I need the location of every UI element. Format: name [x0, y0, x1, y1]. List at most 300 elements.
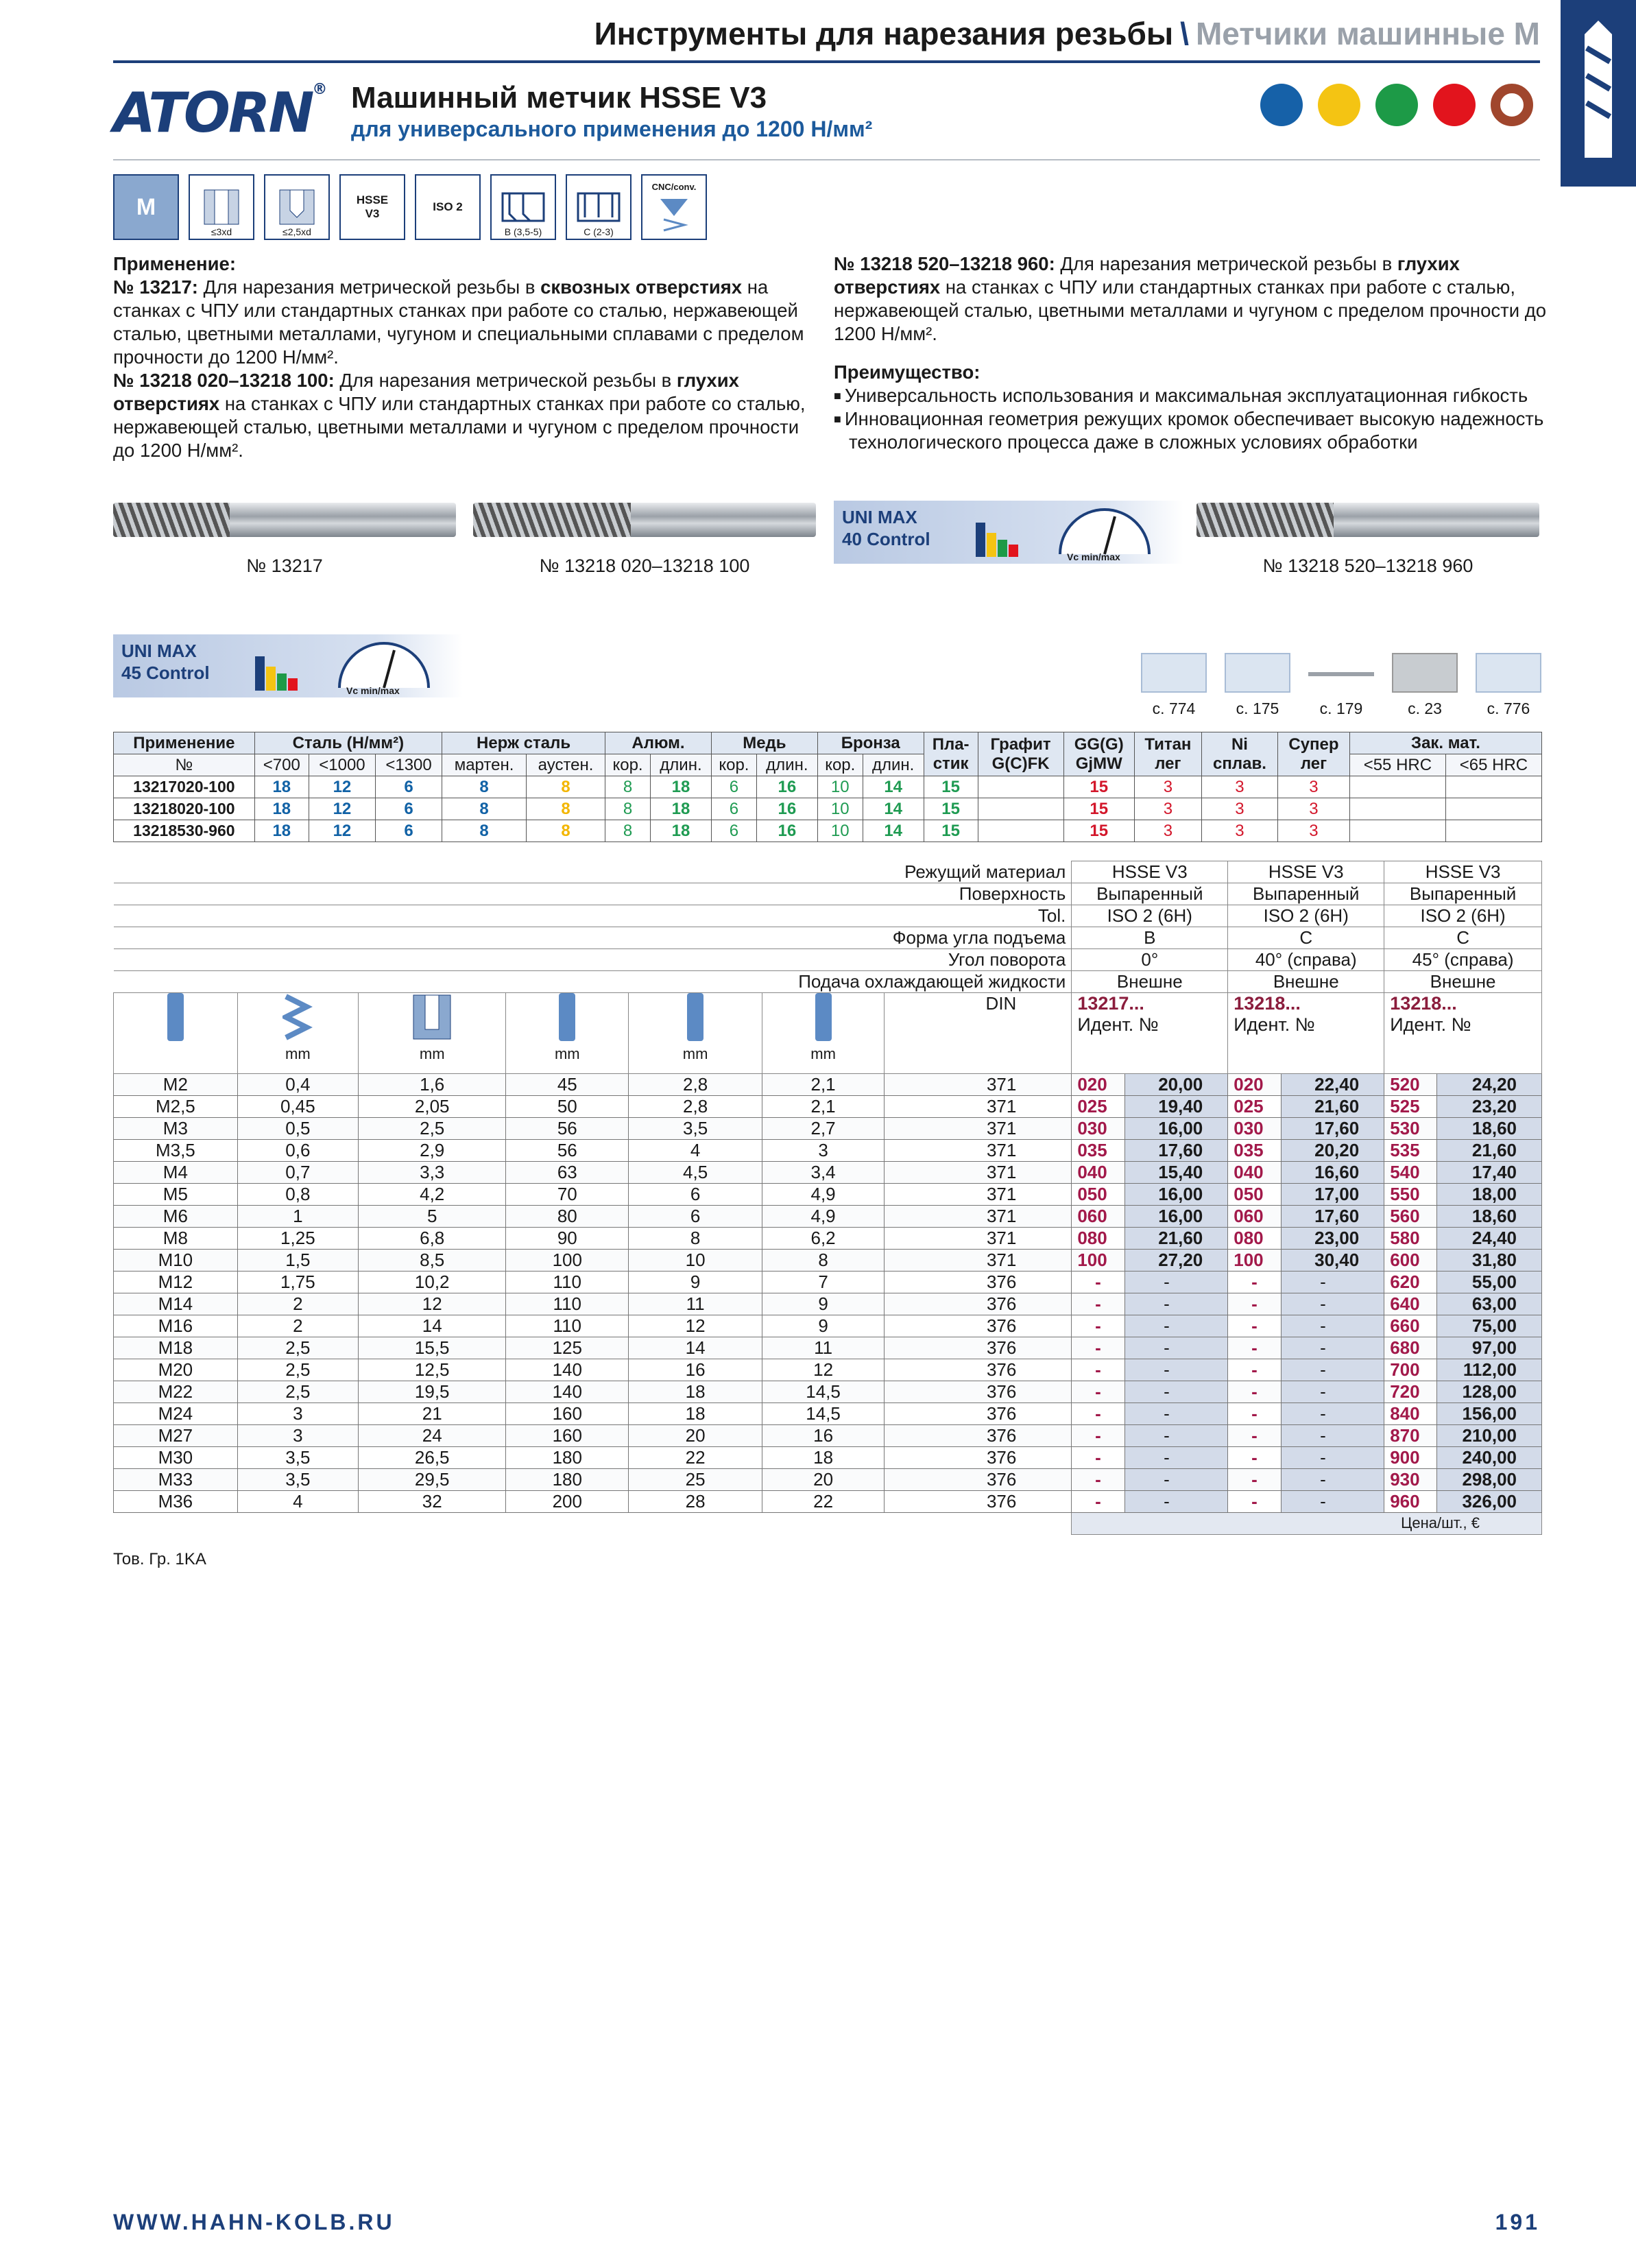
spec-cell: 371	[885, 1096, 1072, 1118]
app-subheader: длин.	[650, 754, 711, 776]
spec-cell: 371	[885, 1118, 1072, 1140]
spec-cell: 112,00	[1437, 1359, 1542, 1381]
spec-row	[114, 1162, 1542, 1184]
app-cell: 18	[254, 820, 309, 842]
app-cell: 3	[1278, 798, 1350, 820]
spec-cell: 10	[629, 1250, 762, 1272]
spec-cell: 29,5	[359, 1469, 506, 1491]
app-subheader: <55 HRC	[1349, 754, 1445, 776]
price-note: Цена/шт., €	[1072, 1513, 1542, 1535]
spec-row	[114, 1315, 1542, 1337]
thread-size-icon	[114, 993, 238, 1074]
section-separator: \	[1180, 16, 1189, 51]
spec-cell: M5	[114, 1184, 238, 1206]
spec-cell: 025	[1072, 1096, 1124, 1118]
section-name: Инструменты для нарезания резьбы	[594, 16, 1174, 51]
spec-row	[114, 1425, 1542, 1447]
spec-cell: 660	[1384, 1315, 1437, 1337]
spec-cell: 550	[1384, 1184, 1437, 1206]
spec-cell: 2,05	[359, 1096, 506, 1118]
app-col-header: Бронза	[817, 732, 924, 754]
app-cell: 3	[1134, 776, 1201, 798]
spec-cell: 1,6	[359, 1074, 506, 1096]
app-col-header: Алюм.	[605, 732, 712, 754]
spec-cell: 525	[1384, 1096, 1437, 1118]
spec-cell: 520	[1384, 1074, 1437, 1096]
app-cell: 12	[309, 776, 375, 798]
spec-cell: -	[1072, 1403, 1124, 1425]
spec-cell: 22	[762, 1491, 885, 1513]
spec-cell: 0,5	[237, 1118, 358, 1140]
spec-cell: -	[1228, 1272, 1281, 1293]
spec-row	[114, 1206, 1542, 1228]
spec-cell: 15,40	[1124, 1162, 1228, 1184]
spec-cell: 75,00	[1437, 1315, 1542, 1337]
spec-cell: 376	[885, 1425, 1072, 1447]
spec-cell: 0,6	[237, 1140, 358, 1162]
spec-cell: -	[1228, 1403, 1281, 1425]
subsection-name: Метчики машинные M	[1195, 16, 1540, 51]
spec-cell: 2,7	[762, 1118, 885, 1140]
page-number: 191	[1495, 2210, 1540, 2234]
spec-cell: 870	[1384, 1425, 1437, 1447]
spec-cell: -	[1072, 1469, 1124, 1491]
spec-cell: 55,00	[1437, 1272, 1542, 1293]
article-header-13218: 13218... Идент. №	[1228, 993, 1384, 1074]
spec-cell: M16	[114, 1315, 238, 1337]
spec-cell: 6	[629, 1206, 762, 1228]
spec-cell: -	[1228, 1447, 1281, 1469]
spec-cell: 080	[1072, 1228, 1124, 1250]
spec-cell: -	[1072, 1491, 1124, 1513]
application-text-right	[834, 252, 1547, 454]
spec-cell: M2,5	[114, 1096, 238, 1118]
app-cell: 8	[442, 798, 527, 820]
spec-cell: -	[1124, 1491, 1228, 1513]
spec-cell: -	[1072, 1425, 1124, 1447]
spec-cell: 180	[506, 1447, 629, 1469]
spec-cell: 2,8	[629, 1074, 762, 1096]
app-cell: 8	[442, 776, 527, 798]
app-subheader: <65 HRC	[1445, 754, 1541, 776]
spec-cell: 100	[506, 1250, 629, 1272]
material-dot	[1433, 84, 1476, 126]
spec-cell: 15,5	[359, 1337, 506, 1359]
spec-cell: 6,2	[762, 1228, 885, 1250]
app-cell: 8	[527, 798, 605, 820]
app-row	[114, 776, 1542, 798]
spec-row	[114, 1491, 1542, 1513]
spec-cell: 23,00	[1281, 1228, 1384, 1250]
app-cell: 18	[254, 776, 309, 798]
app-subheader: №	[114, 754, 255, 776]
spec-cell: 2	[237, 1315, 358, 1337]
pitch-icon: mm	[237, 993, 358, 1074]
ref-chuck-icon[interactable]: с. 23	[1389, 653, 1460, 718]
ref-list-icon[interactable]: с. 774	[1138, 653, 1210, 718]
spec-cell: 24,20	[1437, 1074, 1542, 1096]
advantages-heading: Преимущество:	[834, 361, 981, 383]
spec-cell: -	[1281, 1403, 1384, 1425]
spec-cell: 9	[629, 1272, 762, 1293]
spec-row	[114, 1140, 1542, 1162]
product-spec-table	[113, 861, 1542, 1535]
spec-cell: 371	[885, 1074, 1072, 1096]
ref-drill-icon[interactable]: с. 179	[1306, 653, 1377, 718]
spec-cell: 0,45	[237, 1096, 358, 1118]
thread-type-icon: M	[113, 174, 179, 240]
spec-cell: 25	[629, 1469, 762, 1491]
spec-cell: M30	[114, 1447, 238, 1469]
spec-cell: 371	[885, 1140, 1072, 1162]
spec-cell: -	[1281, 1293, 1384, 1315]
spec-cell: 17,40	[1437, 1162, 1542, 1184]
spec-cell: 7	[762, 1272, 885, 1293]
app-cell: 15	[1063, 820, 1134, 842]
spec-row	[114, 1272, 1542, 1293]
spec-cell: 32	[359, 1491, 506, 1513]
spec-cell: 16	[762, 1425, 885, 1447]
app-col-header: Пла- стик	[924, 732, 978, 776]
spec-cell: 4	[629, 1140, 762, 1162]
product-group: Тов. Гр. 1KA	[113, 1550, 206, 1568]
spec-cell: -	[1228, 1359, 1281, 1381]
app-cell: 18	[650, 820, 711, 842]
spec-cell: 1,75	[237, 1272, 358, 1293]
spec-cell: 14	[359, 1315, 506, 1337]
spec-cell: 2,8	[629, 1096, 762, 1118]
spec-cell: 20	[762, 1469, 885, 1491]
spec-cell: 8	[629, 1228, 762, 1250]
material-dot	[1375, 84, 1418, 126]
form-b-icon: B (3,5-5)	[490, 174, 556, 240]
app-cell: 6	[711, 820, 756, 842]
spec-cell: 840	[1384, 1403, 1437, 1425]
photo-caption-13217: № 13217	[246, 556, 323, 576]
spec-cell: 24	[359, 1425, 506, 1447]
spec-cell: 2,1	[762, 1074, 885, 1096]
spec-cell: 640	[1384, 1293, 1437, 1315]
spec-cell: 3,5	[237, 1447, 358, 1469]
spec-cell: 14	[629, 1337, 762, 1359]
spec-param-value: C	[1228, 927, 1384, 949]
spec-cell: 18,00	[1437, 1184, 1542, 1206]
spec-cell: 17,60	[1281, 1206, 1384, 1228]
header-rule	[113, 60, 1540, 63]
spec-cell: 97,00	[1437, 1337, 1542, 1359]
app-cell: 6	[375, 798, 442, 820]
app-cell: 14	[863, 820, 924, 842]
spec-cell: 180	[506, 1469, 629, 1491]
spec-cell: 3	[237, 1403, 358, 1425]
spec-cell: 3,3	[359, 1162, 506, 1184]
spec-cell: M6	[114, 1206, 238, 1228]
spec-cell: 9	[762, 1293, 885, 1315]
chapter-tab	[1561, 0, 1636, 187]
app-subheader: кор.	[711, 754, 756, 776]
spec-row	[114, 1469, 1542, 1491]
spec-cell: 19,40	[1124, 1096, 1228, 1118]
product-title: Машинный метчик HSSE V3	[351, 81, 767, 115]
spec-cell: 580	[1384, 1228, 1437, 1250]
app-cell	[1349, 776, 1445, 798]
spec-param-value: HSSE V3	[1072, 861, 1228, 883]
spec-cell: 45	[506, 1074, 629, 1096]
spec-cell: -	[1228, 1337, 1281, 1359]
cnc-icon: CNC/conv.	[641, 174, 707, 240]
spec-cell: 24,40	[1437, 1228, 1542, 1250]
app-cell: 15	[1063, 798, 1134, 820]
spec-cell: M4	[114, 1162, 238, 1184]
spec-cell: 16,00	[1124, 1206, 1228, 1228]
spec-cell: 371	[885, 1250, 1072, 1272]
spec-cell: 56	[506, 1140, 629, 1162]
spec-cell: 060	[1228, 1206, 1281, 1228]
spec-cell: 140	[506, 1359, 629, 1381]
app-col-header: Сталь (Н/мм²)	[254, 732, 442, 754]
spec-cell: 14,5	[762, 1403, 885, 1425]
din-header: DIN	[885, 993, 1072, 1074]
spec-cell: 26,5	[359, 1447, 506, 1469]
spec-cell: 035	[1228, 1140, 1281, 1162]
spec-row	[114, 1184, 1542, 1206]
spec-cell: -	[1281, 1337, 1384, 1359]
spec-cell: -	[1281, 1359, 1384, 1381]
spec-cell: 0,7	[237, 1162, 358, 1184]
spec-cell: 376	[885, 1293, 1072, 1315]
application-13218: № 13218 020–13218 100: Для нарезания метрической резьбы в глухих отверстиях на станках с ЧПУ или стандартных станках при работе со сталью, нержавеющей сталью, цветными металлами и чугуном с пределом прочности до 1200 Н/мм².	[113, 370, 806, 461]
spec-cell: -	[1124, 1315, 1228, 1337]
spec-cell: -	[1281, 1469, 1384, 1491]
bar-chart-icon	[254, 649, 302, 691]
app-col-header: Нерж сталь	[442, 732, 605, 754]
spec-cell: 0,4	[237, 1074, 358, 1096]
application-heading: Применение:	[113, 253, 236, 274]
spec-cell: -	[1228, 1491, 1281, 1513]
spec-cell: 50	[506, 1096, 629, 1118]
total-length-icon: mm	[506, 993, 629, 1074]
spec-cell: 2,5	[359, 1118, 506, 1140]
spec-cell: -	[1281, 1491, 1384, 1513]
spec-cell: 530	[1384, 1118, 1437, 1140]
spec-cell: M8	[114, 1228, 238, 1250]
app-cell: 8	[605, 820, 651, 842]
spec-cell: 371	[885, 1228, 1072, 1250]
spec-cell: 16,00	[1124, 1118, 1228, 1140]
spec-cell: -	[1228, 1469, 1281, 1491]
spec-param-value: ISO 2 (6H)	[1384, 905, 1542, 927]
spec-cell: M14	[114, 1293, 238, 1315]
spec-cell: 8,5	[359, 1250, 506, 1272]
spec-cell: 80	[506, 1206, 629, 1228]
app-cell	[978, 798, 1063, 820]
spec-param-value: Внешне	[1384, 971, 1542, 993]
spec-cell: M2	[114, 1074, 238, 1096]
spec-cell: 12,5	[359, 1359, 506, 1381]
app-cell: 15	[924, 776, 978, 798]
spec-row	[114, 1118, 1542, 1140]
app-cell: 12	[309, 798, 375, 820]
app-cell: 6	[375, 820, 442, 842]
spec-cell: 4,9	[762, 1184, 885, 1206]
spec-cell: 4,5	[629, 1162, 762, 1184]
app-cell: 10	[817, 820, 863, 842]
app-cell: 8	[605, 776, 651, 798]
app-cell: 10	[817, 776, 863, 798]
spec-cell: 050	[1072, 1184, 1124, 1206]
spec-param-row	[114, 883, 1542, 905]
app-subheader: <700	[254, 754, 309, 776]
property-icons	[113, 174, 707, 240]
spec-cell: 035	[1072, 1140, 1124, 1162]
spec-cell: -	[1124, 1447, 1228, 1469]
spec-cell: 1,5	[237, 1250, 358, 1272]
spec-cell: 040	[1072, 1162, 1124, 1184]
website-link[interactable]: WWW.HAHN-KOLB.RU	[113, 2210, 395, 2234]
app-col-header: Титан лег	[1134, 732, 1201, 776]
spec-param-row	[114, 971, 1542, 993]
material-dot	[1260, 84, 1303, 126]
spec-cell: 28	[629, 1491, 762, 1513]
spec-cell: -	[1124, 1272, 1228, 1293]
spec-cell: 90	[506, 1228, 629, 1250]
spec-param-label: Угол поворота	[114, 949, 1072, 971]
spec-cell: 960	[1384, 1491, 1437, 1513]
spec-cell: 030	[1072, 1118, 1124, 1140]
spec-param-value: Внешне	[1072, 971, 1228, 993]
material-dot	[1491, 84, 1533, 126]
ref-info-icon[interactable]: с. 776	[1473, 653, 1544, 718]
spec-cell: 376	[885, 1337, 1072, 1359]
spec-param-value: Выпаренный	[1072, 883, 1228, 905]
photo-caption-13218-020: № 13218 020–13218 100	[539, 556, 750, 576]
spec-cell: 030	[1228, 1118, 1281, 1140]
spec-cell: 4,9	[762, 1206, 885, 1228]
spec-cell: 2,5	[237, 1359, 358, 1381]
spec-cell: 060	[1072, 1206, 1124, 1228]
product-subtitle: для универсального применения до 1200 Н/мм²	[351, 117, 873, 141]
spec-cell: 540	[1384, 1162, 1437, 1184]
spec-cell: -	[1281, 1272, 1384, 1293]
spec-cell: 128,00	[1437, 1381, 1542, 1403]
spec-cell: 080	[1228, 1228, 1281, 1250]
shank-diameter-icon: mm	[629, 993, 762, 1074]
spec-cell: -	[1072, 1272, 1124, 1293]
ref-holder-icon[interactable]: с. 175	[1222, 653, 1293, 718]
spec-row	[114, 1337, 1542, 1359]
spec-cell: 17,60	[1124, 1140, 1228, 1162]
spec-cell: 3,5	[237, 1469, 358, 1491]
spec-cell: 160	[506, 1403, 629, 1425]
spec-cell: M22	[114, 1381, 238, 1403]
spec-param-value: C	[1384, 927, 1542, 949]
spec-cell: 2	[237, 1293, 358, 1315]
spec-cell: 020	[1228, 1074, 1281, 1096]
spec-cell: -	[1124, 1337, 1228, 1359]
spec-param-row	[114, 861, 1542, 883]
spec-cell: 11	[762, 1337, 885, 1359]
spec-cell: 110	[506, 1293, 629, 1315]
app-row-id: 13217020-100	[114, 776, 255, 798]
core-hole-icon: mm	[359, 993, 506, 1074]
spec-param-label: Режущий материал	[114, 861, 1072, 883]
spec-cell: 535	[1384, 1140, 1437, 1162]
spec-cell: 9	[762, 1315, 885, 1337]
spec-cell: 376	[885, 1403, 1072, 1425]
spec-cell: 18	[629, 1381, 762, 1403]
through-hole-icon: ≤3xd	[189, 174, 254, 240]
spec-cell: -	[1228, 1315, 1281, 1337]
material-dot	[1318, 84, 1360, 126]
app-cell: 12	[309, 820, 375, 842]
spec-cell: M12	[114, 1272, 238, 1293]
spec-cell: 22,40	[1281, 1074, 1384, 1096]
spec-cell: 376	[885, 1447, 1072, 1469]
spec-cell: -	[1124, 1381, 1228, 1403]
brand-logo: ATORN®	[113, 81, 326, 145]
spec-cell: 21,60	[1124, 1228, 1228, 1250]
material-icon: HSSE V3	[339, 174, 405, 240]
spec-cell: 376	[885, 1272, 1072, 1293]
material-color-dots	[1260, 84, 1533, 126]
spec-cell: 21,60	[1281, 1096, 1384, 1118]
spec-param-label: Поверхность	[114, 883, 1072, 905]
app-subheader: кор.	[605, 754, 651, 776]
app-cell: 18	[650, 798, 711, 820]
spec-param-label: Подача охлаждающей жидкости	[114, 971, 1072, 993]
spec-cell: -	[1072, 1315, 1124, 1337]
app-cell	[1349, 820, 1445, 842]
spec-cell: 2,1	[762, 1096, 885, 1118]
spec-cell: 8	[762, 1250, 885, 1272]
spec-cell: 371	[885, 1206, 1072, 1228]
spec-cell: 210,00	[1437, 1425, 1542, 1447]
app-cell: 3	[1278, 820, 1350, 842]
spec-cell: 63,00	[1437, 1293, 1542, 1315]
app-subheader: <1300	[375, 754, 442, 776]
app-subheader: кор.	[817, 754, 863, 776]
app-cell: 8	[527, 820, 605, 842]
spec-cell: 1	[237, 1206, 358, 1228]
app-cell: 15	[1063, 776, 1134, 798]
square-size-icon: mm	[762, 993, 885, 1074]
spec-param-value: 40° (справа)	[1228, 949, 1384, 971]
spec-cell: 4,2	[359, 1184, 506, 1206]
spec-cell: 3,5	[629, 1118, 762, 1140]
app-cell: 16	[756, 776, 817, 798]
spec-cell: 16,60	[1281, 1162, 1384, 1184]
app-col-header: Ni сплав.	[1201, 732, 1277, 776]
spec-param-value: B	[1072, 927, 1228, 949]
app-row-id: 13218530-960	[114, 820, 255, 842]
app-col-header: GG(G) GjMW	[1063, 732, 1134, 776]
app-cell: 15	[924, 820, 978, 842]
spec-cell: 5	[359, 1206, 506, 1228]
spec-cell: 240,00	[1437, 1447, 1542, 1469]
spec-cell: M3	[114, 1118, 238, 1140]
tool-photo-13218-020	[473, 503, 816, 537]
spec-cell: 156,00	[1437, 1403, 1542, 1425]
spec-cell: 21	[359, 1403, 506, 1425]
app-cell: 8	[527, 776, 605, 798]
spec-cell: 17,00	[1281, 1184, 1384, 1206]
spec-cell: 560	[1384, 1206, 1437, 1228]
spec-cell: 22	[629, 1447, 762, 1469]
page-references	[1138, 653, 1544, 718]
spec-param-value: 0°	[1072, 949, 1228, 971]
app-cell: 8	[442, 820, 527, 842]
spec-cell: 31,80	[1437, 1250, 1542, 1272]
